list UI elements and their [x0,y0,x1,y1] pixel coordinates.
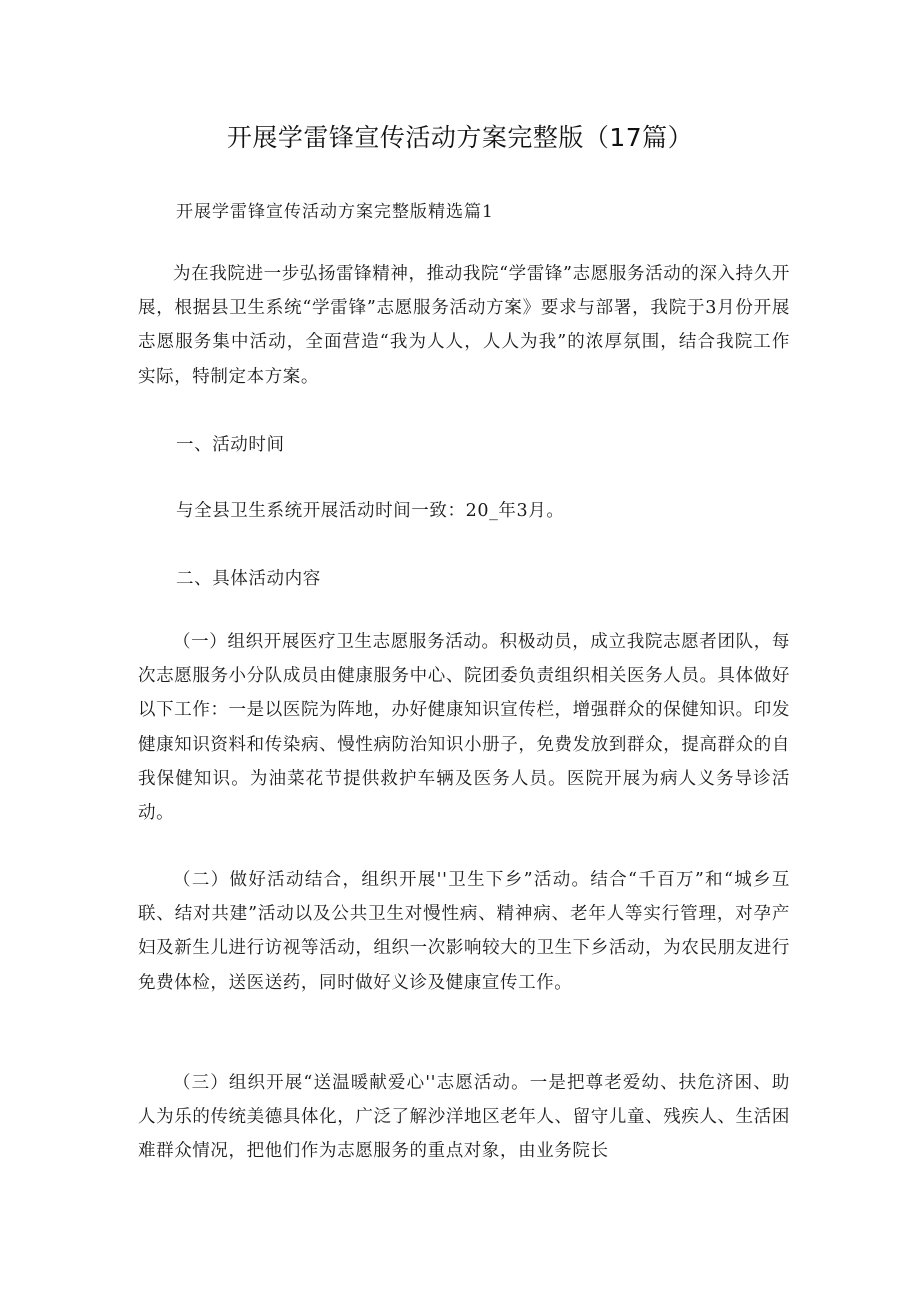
paragraph-item-3: （三）组织开展“送温暖献爱心''志愿活动。一是把尊老爱幼、扶危济困、助人为乐的传统美德具体化，广泛了解沙洋地区老年人、留守儿童、残疾人、生活困难群众情况，把他们作为志愿服务的重点对象，由业务院长 [138,1073,790,1162]
section-heading-content: 二、具体活动内容 [176,569,321,589]
section-heading-time: 一、活动时间 [176,435,285,455]
paragraph-item-2: （二）做好活动结合，组织开展''卫生下乡”活动。结合“千百万”和“城乡互联、结对共建”活动以及公共卫生对慢性病、精神病、老年人等实行管理，对孕产妇及新生儿进行访视等活动，组织一次影响较大的卫生下乡活动，为农民朋友进行免费体检，送医送药，同时做好义诊及健康宣传工作。 [138,870,790,993]
document-subtitle: 开展学雷锋宣传活动方案完整版精选篇1 [176,202,494,222]
paragraph-item-1: （一）组织开展医疗卫生志愿服务活动。积极动员，成立我院志愿者团队，每次志愿服务小分队成员由健康服务中心、院团委负责组织相关医务人员。具体做好以下工作：一是以医院为阵地，办好健康知识宣传栏，增强群众的保健知识。印发健康知识资料和传染病、慢性病防治知识小册子，免费发放到群众，提高群众的自我保健知识。为油菜花节提供救护车辆及医务人员。医院开展为病人义务导诊活动。 [138,632,790,824]
section-text-time: 与全县卫生系统开展活动时间一致：20_年3月。 [176,501,565,521]
document-title: 开展学雷锋宣传活动方案完整版（17篇） [226,123,694,152]
intro-paragraph: 为在我院进一步弘扬雷锋精神，推动我院“学雷锋”志愿服务活动的深入持久开展，根据县卫生系统“学雷锋”志愿服务活动方案》要求与部署，我院于3月份开展志愿服务集中活动，全面营造“我为人人，人人为我”的浓厚氛围，结合我院工作实际，特制定本方案。 [138,264,790,387]
